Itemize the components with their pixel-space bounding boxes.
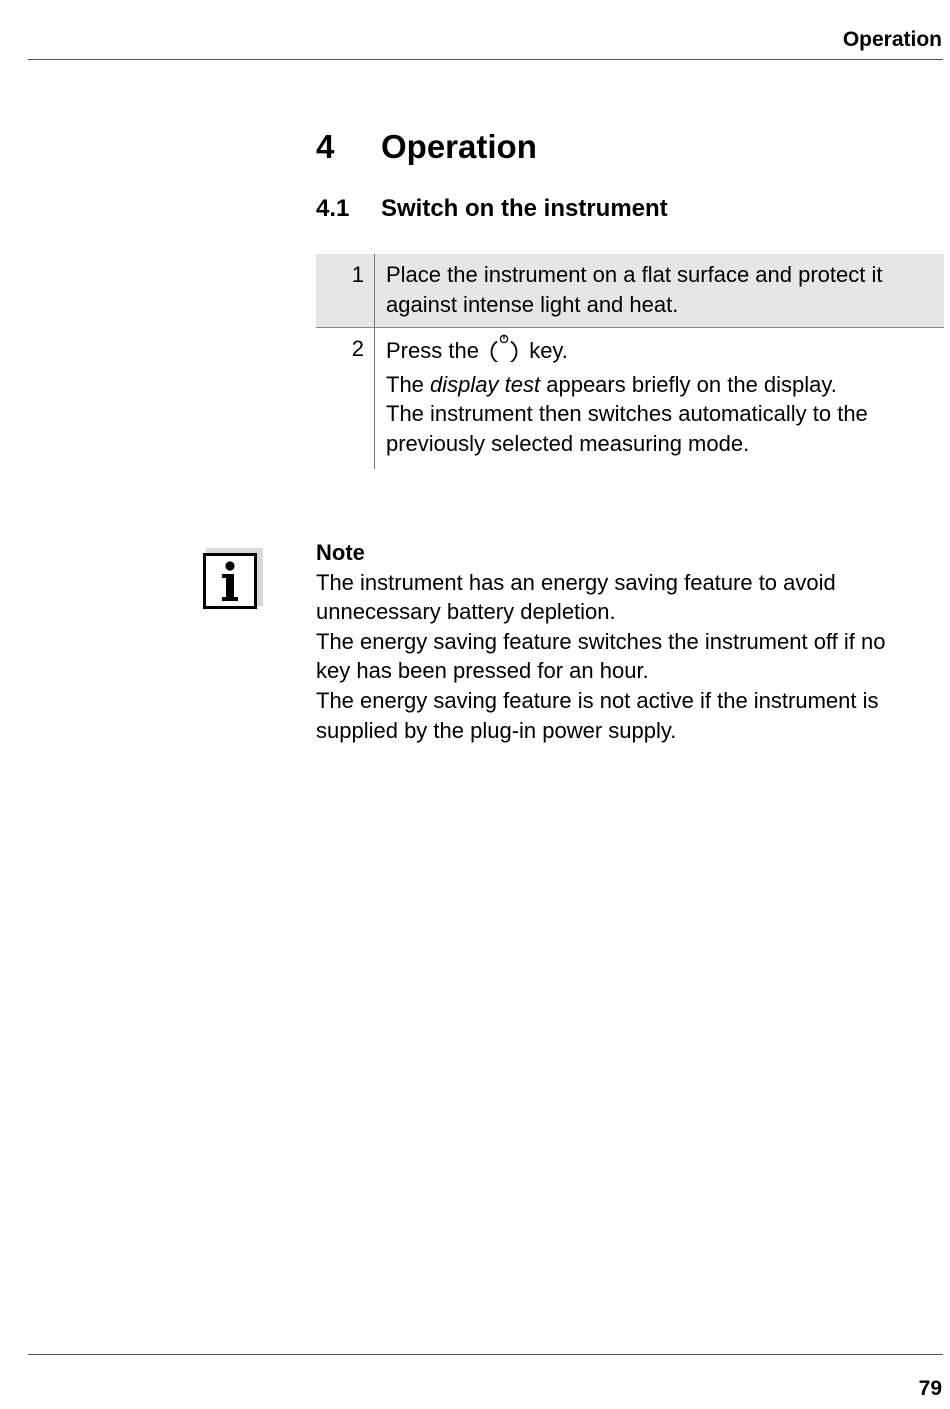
section-heading [316,195,668,223]
note-line: key has been pressed for an hour. [316,658,649,684]
info-icon [203,548,265,617]
step-line: against intense light and heat. [386,291,679,317]
step-line: The instrument then switches automatically to the [386,401,868,426]
note-line: supplied by the plug-in power supply. [316,717,677,743]
display-test-term: display test [430,371,541,397]
chapter-title: Operation [381,128,537,165]
step-text [375,254,945,328]
step-text-segment: key. [529,338,568,363]
step-number: 2 [316,328,375,470]
step-number: 1 [316,254,375,328]
step-text-segment: appears briefly on the display. [546,371,837,397]
note-line: unnecessary battery depletion. [316,599,616,625]
section-number: 4.1 [316,195,350,222]
page-number: 79 [918,1377,942,1400]
step-line [386,370,944,400]
chapter-number: 4 [316,128,335,165]
step-row [316,254,944,328]
step-row [316,328,944,470]
footer-divider [28,1354,943,1355]
note-title: Note [316,540,365,565]
running-header: Operation [842,28,942,51]
section-title: Switch on the instrument [381,195,668,222]
chapter-heading [316,128,537,166]
header-divider [28,59,943,60]
note-line: The instrument has an energy saving feature to avoid [316,569,836,595]
step-text-segment: Press the [386,338,479,363]
step-line: Place the instrument on a flat surface and protect it [386,262,883,287]
step-text [375,328,945,470]
step-line [386,334,944,370]
note-line: The energy saving feature switches the instrument off if no [316,628,886,654]
step-text-segment: The [386,371,424,397]
note-line: The energy saving feature is not active if the instrument is [316,687,879,713]
step-line: previously selected measuring mode. [386,430,750,456]
steps-table [316,254,944,469]
note-block [316,538,946,745]
power-key-icon [488,334,520,370]
